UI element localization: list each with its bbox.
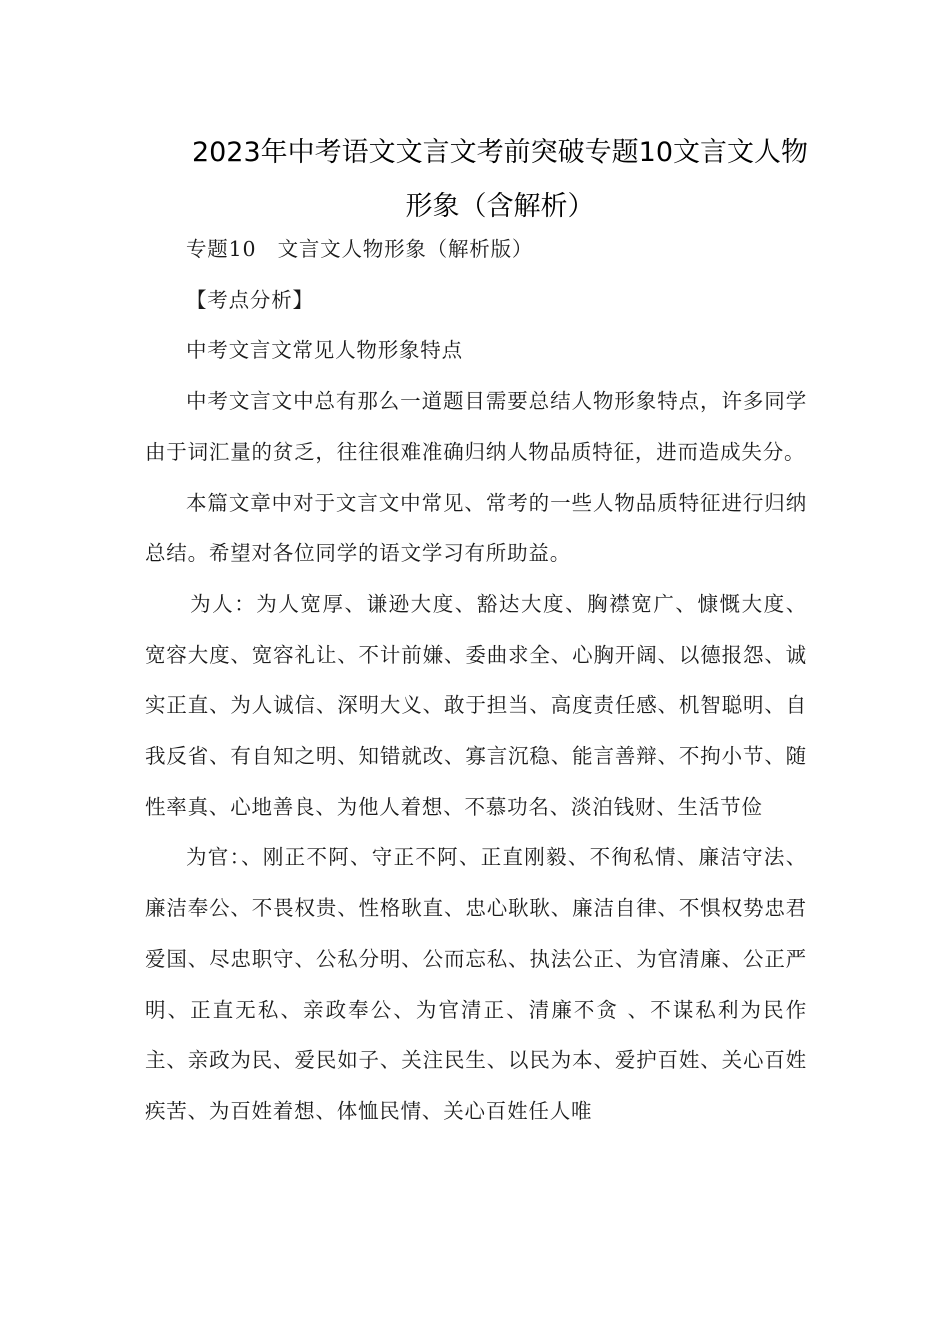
section-heading: 【考点分析】 — [186, 287, 314, 312]
document-title — [150, 126, 850, 234]
topic-heading: 中考文言文常见人物形象特点 — [186, 338, 463, 363]
subtitle: 专题10 文言文人物形象（解析版） — [186, 237, 534, 261]
title-line-1: 2023年中考语文文言文考前突破专题10文言文人物 — [191, 137, 809, 168]
paragraph-weiren: 为人：为人宽厚、谦逊大度、豁达大度、胸襟宽广、慷慨大度、宽容大度、宽容礼让、不计前嫌、委曲求全、心胸开阔、以德报怨、诚实正直、为人诚信、深明大义、敢于担当、高度责任感、机智聪明、自我反省、有自知之明、知错就改、寡言沉稳、能言善辩、不拘小节、随性率真、心地善良、为他人着想、不慕功名、淡泊钱财、生活节俭 — [145, 591, 807, 819]
title-line-2: 形象（含解析） — [405, 191, 595, 222]
paragraph-intro: 中考文言文中总有那么一道题目需要总结人物形象特点，许多同学由于词汇量的贫乏，往往很难准确归纳人物品质特征，进而造成失分。 — [145, 389, 807, 464]
paragraph-weiguan: 为官：、刚正不阿、守正不阿、正直刚毅、不徇私情、廉洁守法、廉洁奉公、不畏权贵、性格耿直、忠心耿耿、廉洁自律、不惧权势忠君爱国、尽忠职守、公私分明、公而忘私、执法公正、为官清廉、公正严明、正直无私、亲政奉公、为官清正、清廉不贪 、不谋私利为民作主、亲政为民、爱民如子、关注民生、以民为本、爱护百姓、关心百姓疾苦、为百姓着想、体恤民情、关心百姓任人唯 — [145, 845, 807, 1123]
paragraph-purpose: 本篇文章中对于文言文中常见、常考的一些人物品质特征进行归纳总结。希望对各位同学的语文学习有所助益。 — [145, 490, 807, 566]
document-body — [145, 224, 807, 1137]
